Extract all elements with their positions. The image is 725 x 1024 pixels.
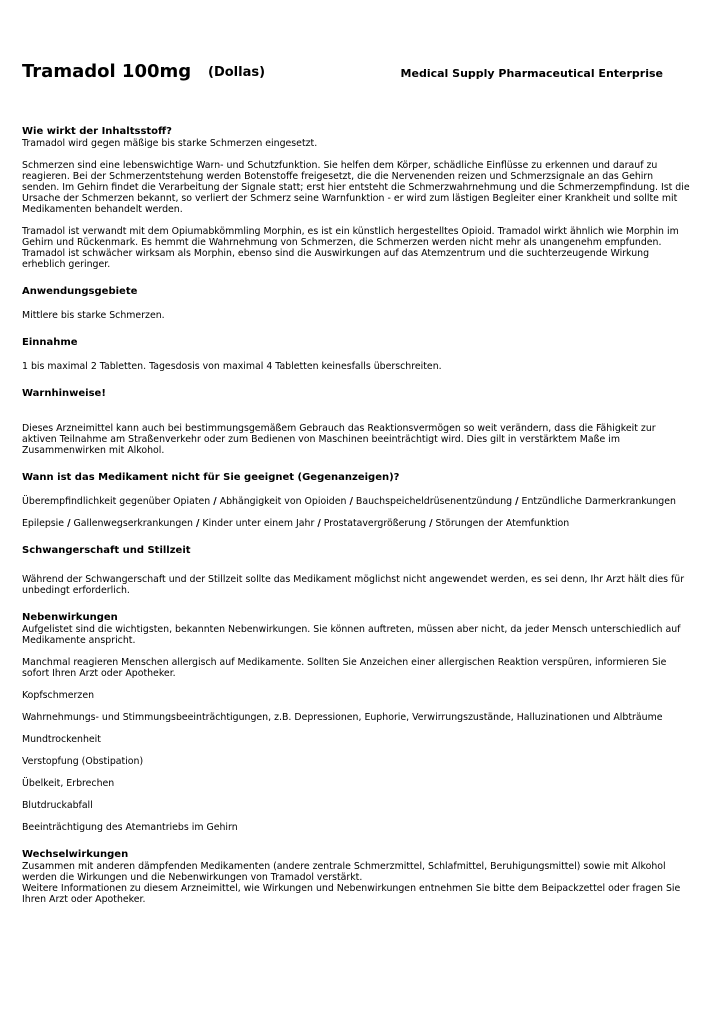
nebenwirkung-item: Mundtrockenheit [22, 734, 101, 745]
gegenanzeigen-line-2 [22, 518, 690, 529]
heading-warnhinweise: Warnhinweise! [22, 388, 106, 399]
gegenanzeige-item: Gallenwegserkrankungen [73, 518, 193, 529]
heading-wirkung: Wie wirkt der Inhaltsstoff? [22, 126, 172, 137]
nebenwirkung-item: Kopfschmerzen [22, 690, 95, 701]
section-schwangerschaft [22, 545, 690, 596]
section-anwendung [22, 286, 690, 321]
nebenwirkung-item: Blutdruckabfall [22, 800, 93, 811]
gegenanzeige-item: Kinder unter einem Jahr [202, 518, 315, 529]
gegenanzeige-item: Epilepsie [22, 518, 65, 529]
wechselwirkungen-paragraph-1: Zusammen mit anderen dämpfenden Medikamenten (andere zentrale Schmerzmittel, Schlafmittel, Beruhigungsmittel) sowie mit Alkohol werden die Wirkungen und die Nebenwirkungen von Tramadol verstärkt. [22, 861, 666, 883]
heading-nebenwirkungen: Nebenwirkungen [22, 612, 118, 623]
nebenwirkung-item: Übelkeit, Erbrechen [22, 778, 115, 789]
section-wechselwirkungen [22, 849, 690, 905]
heading-wechselwirkungen: Wechselwirkungen [22, 849, 129, 860]
section-wirkung [22, 126, 690, 270]
wirkung-paragraph-2: Tramadol ist verwandt mit dem Opiumabkömmling Morphin, es ist ein künstlich hergestelltes Opioid. Tramadol wirkt ähnlich wie Morphin im Gehirn und Rückenmark. Es hemmt die Wahrnehmung von Schmerzen, die Schmerzen werden nicht mehr als unangenehm empfunden. Tramadol ist schwächer wirksam als Morphin, ebenso sind die Auswirkungen auf das Atemzentrum und die suchterzeugende Wirkung erheblich geringer. [22, 226, 679, 270]
warnhinweise-text: Dieses Arzneimittel kann auch bei bestimmungsgemäßem Gebrauch das Reaktionsvermögen so weit verändern, dass die Fähigkeit zur aktiven Teilnahme am Straßenverkehr oder zum Bedienen von Maschinen beeinträchtigt wird. Dies gilt in verstärktem Maße im Zusammenwirken mit Alkohol. [22, 423, 656, 456]
company-name: Medical Supply Pharmaceutical Enterprise [400, 67, 663, 80]
gegenanzeige-item: Überempfindlichkeit gegenüber Opiaten [22, 496, 211, 507]
gegenanzeige-item: Entzündliche Darmerkrankungen [521, 496, 676, 507]
gegenanzeige-item: Bauchspeicheldrüsenentzündung [355, 496, 513, 507]
wechselwirkungen-paragraph-2: Weitere Informationen zu diesem Arzneimittel, wie Wirkungen und Nebenwirkungen entnehmen Sie bitte dem Beipackzettel oder fragen Sie Ihren Arzt oder Apotheker. [22, 883, 681, 905]
separator: / [515, 496, 519, 507]
anwendung-text: Mittlere bis starke Schmerzen. [22, 310, 165, 321]
heading-gegenanzeigen: Wann ist das Medikament nicht für Sie geeignet (Gegenanzeigen)? [22, 472, 400, 483]
schwangerschaft-text: Während der Schwangerschaft und der Stillzeit sollte das Medikament möglichst nicht angewendet werden, es sei denn, Ihr Arzt hält dies für unbedingt erforderlich. [22, 574, 685, 596]
section-warnhinweise [22, 388, 690, 456]
nebenwirkung-item: Beeinträchtigung des Atemantriebs im Gehirn [22, 822, 238, 833]
product-title: Tramadol 100mg [22, 61, 192, 82]
heading-schwangerschaft: Schwangerschaft und Stillzeit [22, 545, 191, 556]
separator: / [317, 518, 321, 529]
heading-anwendung: Anwendungsgebiete [22, 286, 138, 297]
document-body [22, 126, 690, 905]
nebenwirkung-item: Wahrnehmungs- und Stimmungsbeeinträchtigungen, z.B. Depressionen, Euphorie, Verwirrungszustände, Halluzinationen und Albträume [22, 712, 663, 723]
nebenwirkungen-allergy: Manchmal reagieren Menschen allergisch auf Medikamente. Sollten Sie Anzeichen einer allergischen Reaktion verspüren, informieren Sie sofort Ihren Arzt oder Apotheker. [22, 657, 667, 679]
wirkung-paragraph-1: Schmerzen sind eine lebenswichtige Warn- und Schutzfunktion. Sie helfen dem Körper, schädliche Einflüsse zu erkennen und darauf zu reagieren. Bei der Schmerzentstehung werden Botenstoffe freigesetzt, die die Nervenenden reizen und Schmerzsignale an das Gehirn senden. Im Gehirn findet die Verarbeitung der Signale statt; erst hier entsteht die Schmerzwahrnehmung und die Schmerzempfindung. Ist die Ursache der Schmerzen bekannt, so verliert der Schmerz seine Warnfunktion - er wird zum lästigen Begleiter einer Krankheit und sollte mit Medikamenten behandelt werden. [22, 160, 690, 215]
gegenanzeige-item: Prostatavergrößerung [323, 518, 427, 529]
nebenwirkungen-intro: Aufgelistet sind die wichtigsten, bekannten Nebenwirkungen. Sie können auftreten, müssen aber nicht, da jeder Mensch unterschiedlich auf Medikamente anspricht. [22, 624, 681, 646]
separator: / [429, 518, 433, 529]
gegenanzeigen-line-1 [22, 496, 690, 507]
separator: / [67, 518, 71, 529]
separator: / [213, 496, 217, 507]
gegenanzeige-item: Abhängigkeit von Opioiden [219, 496, 347, 507]
section-gegenanzeigen [22, 472, 690, 529]
wirkung-intro: Tramadol wird gegen mäßige bis starke Schmerzen eingesetzt. [22, 138, 318, 149]
document-header [22, 62, 712, 86]
separator: / [349, 496, 353, 507]
separator: / [195, 518, 200, 529]
section-einnahme [22, 337, 690, 372]
brand-name: (Dollas) [208, 65, 266, 80]
heading-einnahme: Einnahme [22, 337, 78, 348]
einnahme-text: 1 bis maximal 2 Tabletten. Tagesdosis von maximal 4 Tabletten keinesfalls überschreiten. [22, 361, 442, 372]
section-nebenwirkungen [22, 612, 690, 833]
nebenwirkung-item: Verstopfung (Obstipation) [22, 756, 144, 767]
gegenanzeige-item: Störungen der Atemfunktion [435, 518, 570, 529]
